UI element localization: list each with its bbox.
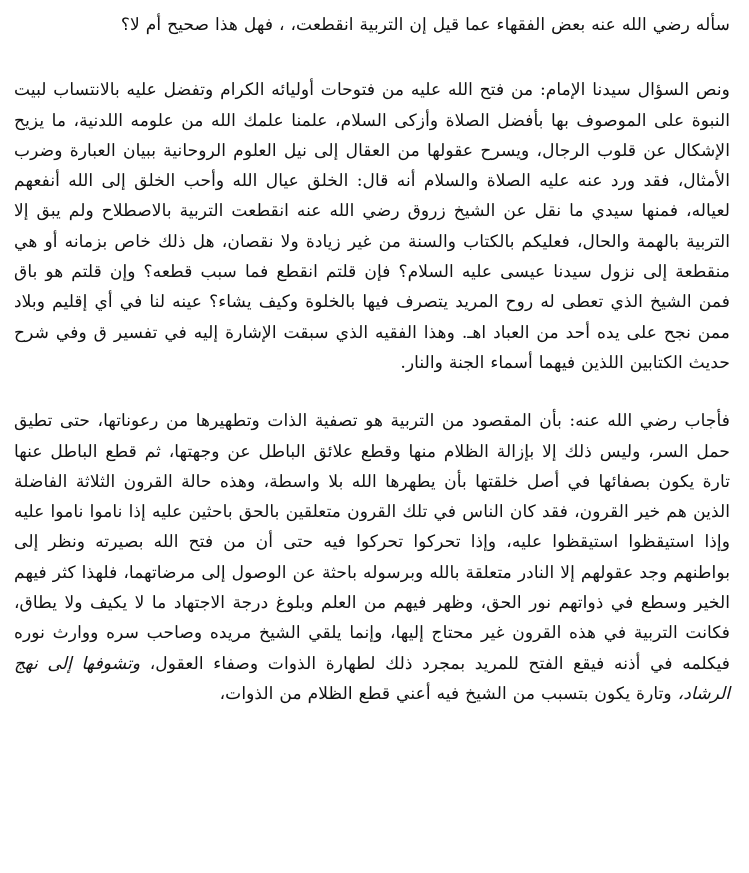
paragraph-tail: وتارة يكون بتسبب من الشيخ فيه أعني قطع الظلام من الذوات، <box>219 683 678 704</box>
paragraph-lead: ونص السؤال سيدنا الإمام: <box>540 80 730 101</box>
question-paragraph <box>14 10 730 40</box>
paragraph-italic-phrase: وتشوفها إلى نهج الرشاد، <box>14 653 730 704</box>
paragraph-lead: فأجاب رضي الله عنه: <box>569 411 730 432</box>
paragraph-text: بأن المقصود من التربية هو تصفية الذات وتطهيرها من رعوناتها، حتى تطيق حمل السر، وليس ذلك إلا بإزالة الظلام منها وقطع علائق الباطل عن وجهتها، ثم قطع الباطل عنها تارة يكون بصفائها في أصل خلقتها بأن يطهرها الله بلا واسطة، وهذه حالة القرون الثلاثة الفاضلة الذين هم خير القرون، فقد كان الناس في تلك القرون متعلقين بالحق باحثين عليه إذا ناموا ناموا عليه وإذا استيقظوا استيقظوا عليه، وإذا تحركوا تحركوا فيه حتى أن من فتح الله بصيرته ونظر إلى بواطنهم وجد عقولهم إلا النادر متعلقة بالله وبرسوله باحثة عن الوصول إلى مرضاتهما، فلهذا كثر فيهم الخير وسطع في ذواتهم نور الحق، وظهر فيهم من العلم وبلوغ درجة الاجتهاد ما لا يكيف ولا يطاق، فكانت التربية في هذه القرون غير محتاج إليها، وإنما يلقي الشيخ مريده وصاحب سره ووارث نوره فيكلمه في أذنه فيقع الفتح للمريد بمجرد ذلك لطهارة الذوات وصفاء العقول، <box>14 411 730 674</box>
paragraph-text: من فتح الله عليه من فتوحات أوليائه الكرام وتفضل عليه بالانتساب لبيت النبوة على الموصوف بها بأفضل الصلاة وأزكى السلام، علمنا علمك الله من علومه اللدنية، ما يزيح الإشكال عن قلوب الرجال، ويسرح عقولها من العقال إلى نيل العلوم الروحانية ببيان العبارة وضرب الأمثال، فقد ورد عنه عليه الصلاة والسلام أنه قال: الخلق عيال الله وأحب الخلق إلى الله أنفعهم لعياله، فمنها سيدي ما نقل عن الشيخ زروق رضي الله عنه انقطعت التربية بالاصطلاح ولم يبق إلا التربية بالهمة والحال، فعليكم بالكتاب والسنة من غير زيادة ولا نقصان، هل ذلك خاص بزمانه أو هي منقطعة إلى نزول سيدنا عيسى عليه السلام؟ فإن قلتم انقطع فما سبب قطعه؟ وإن قلتم هو باق فمن الشيخ الذي تعطى له روح المريد يتصرف فيها بالخلوة وكيف يشاء؟ عينه لنا في أي إقليم وبلاد ممن نجح على يده أحد من العباد اهـ. وهذا الفقيه الذي سبقت الإشارة إليه في تفسير ق وفي شرح حديث الكتابين اللذين فيهما أسماء الجنة والنار. <box>14 80 730 373</box>
answer-paragraph <box>14 406 730 709</box>
question-text-paragraph <box>14 75 730 378</box>
paragraph-text: سأله رضي الله عنه بعض الفقهاء عما قيل إن التربية انقطعت، ، فهل هذا صحيح أم لا؟ <box>120 15 730 35</box>
